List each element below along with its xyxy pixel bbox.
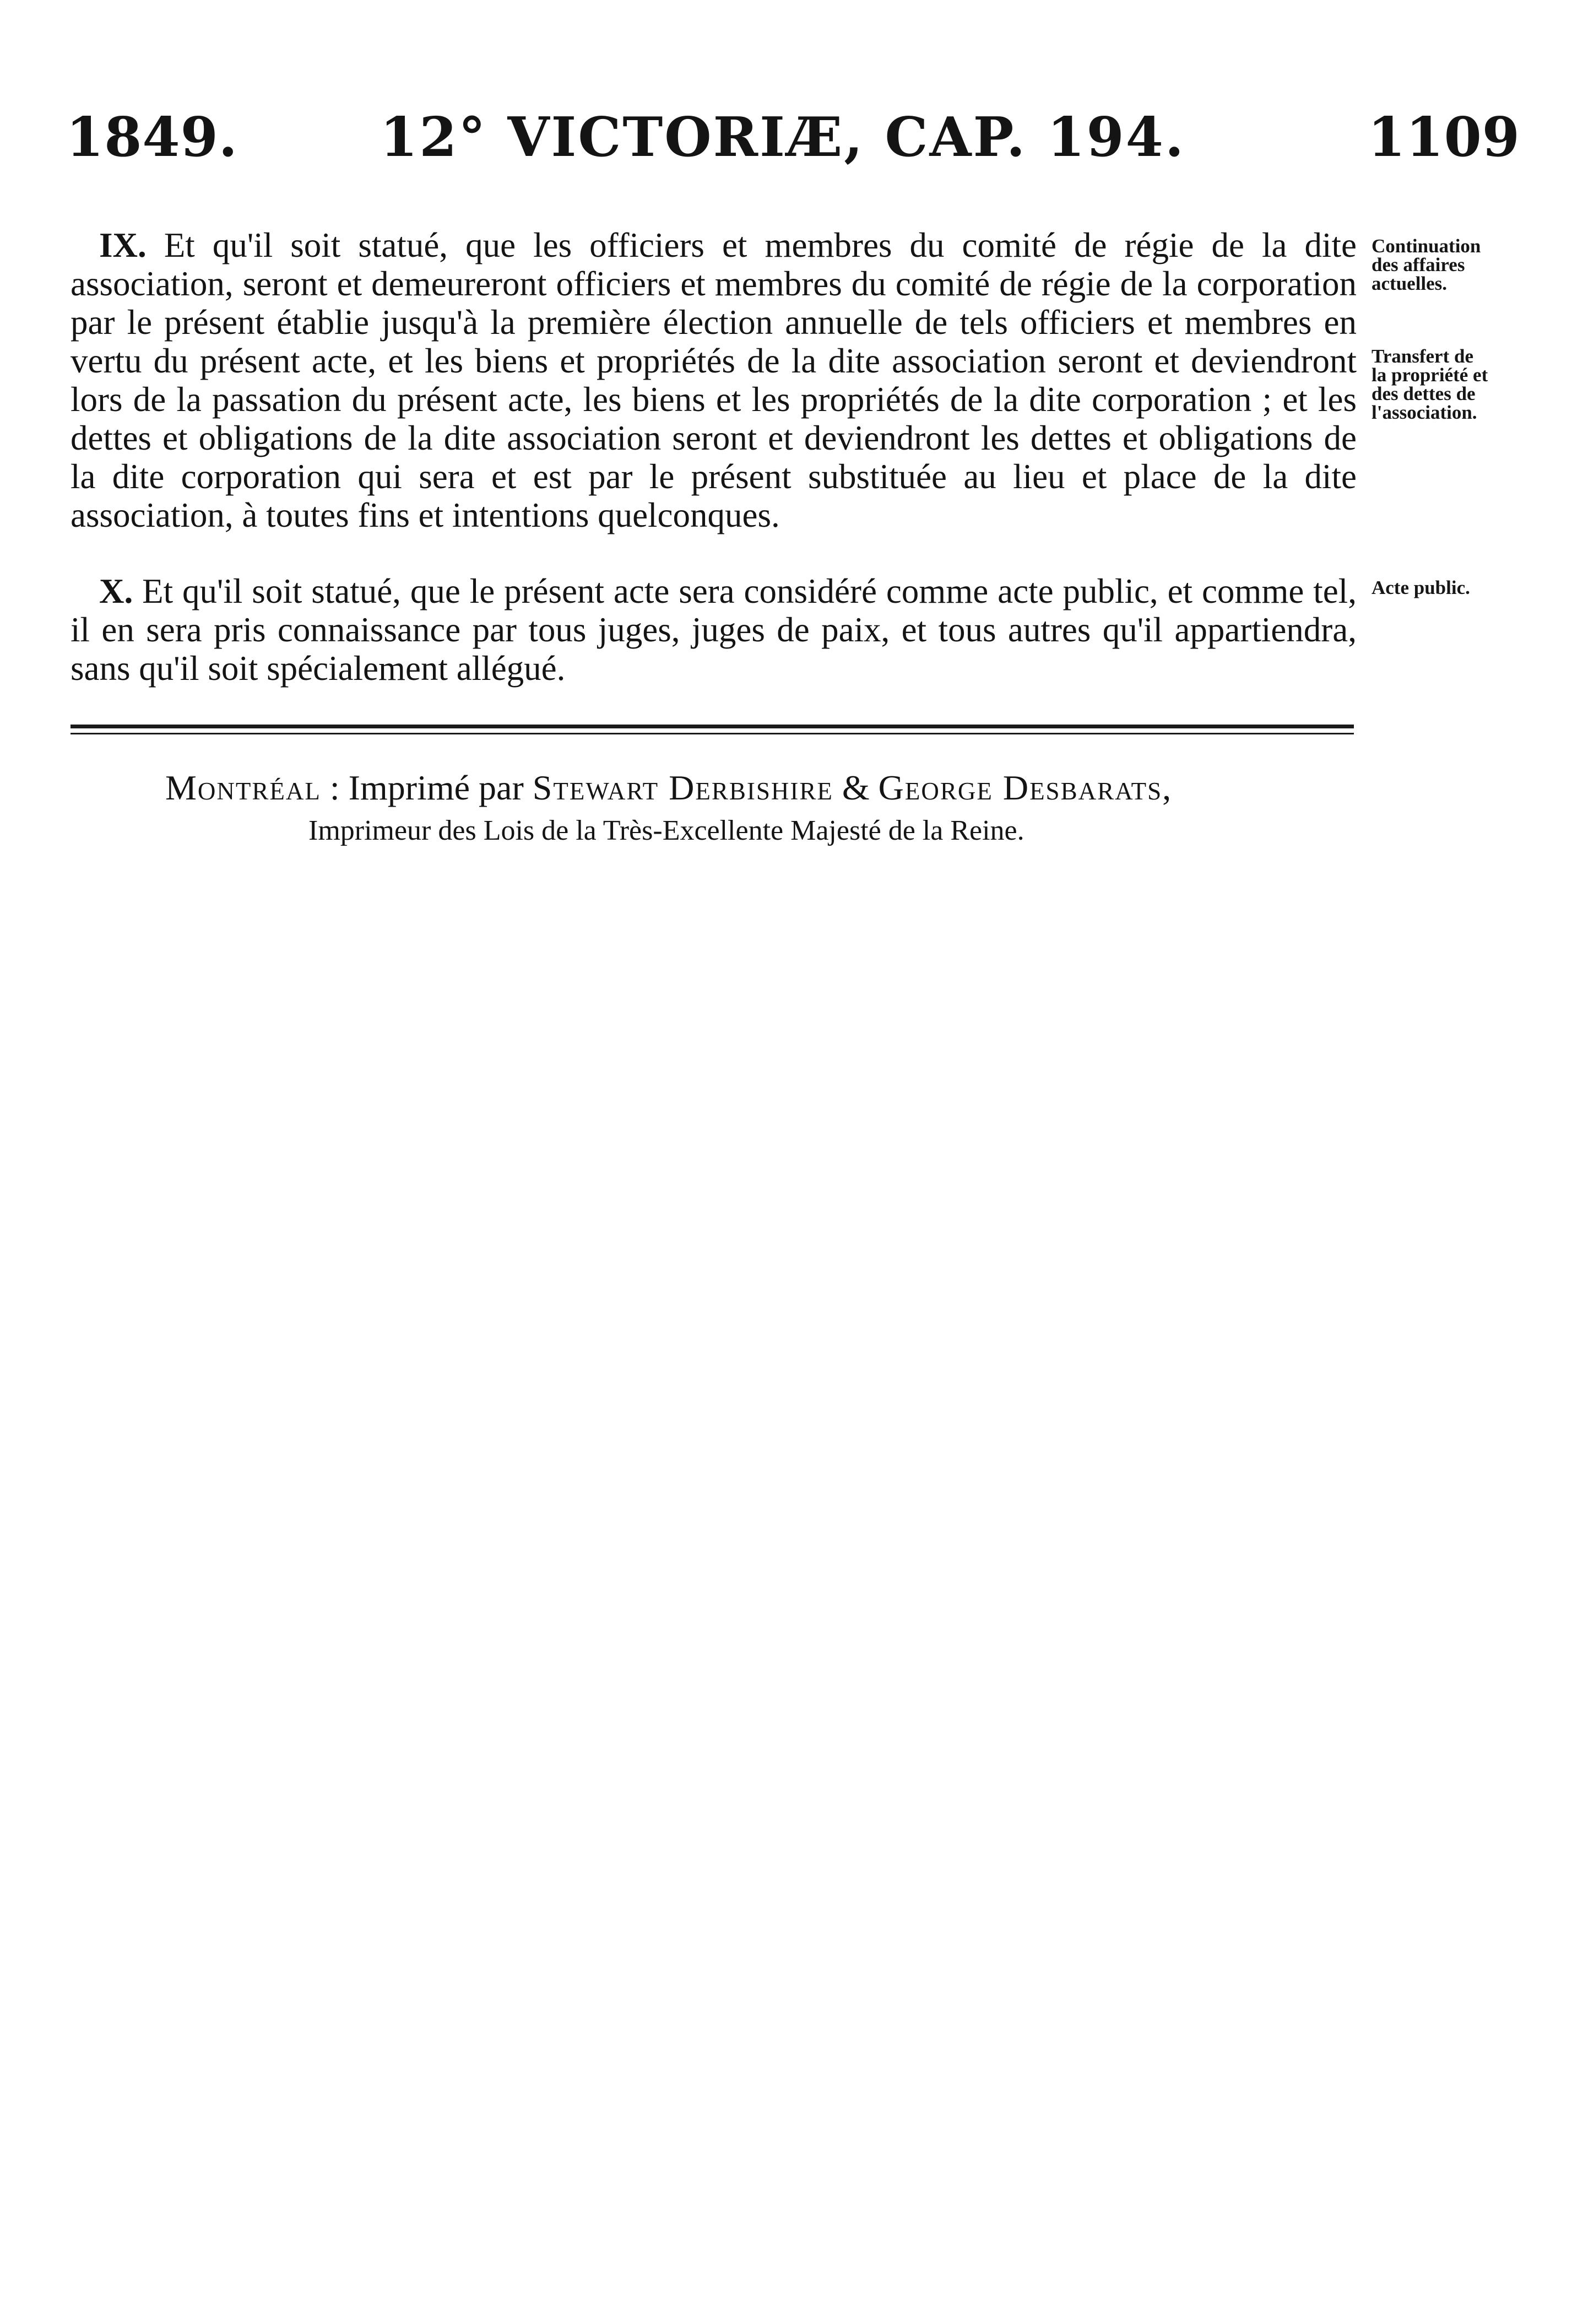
page-number: 1109 [1368, 106, 1520, 169]
section-x-text: Et qu'il soit statué, que le présent acte sera considéré comme acte public, et comme tel, il en sera pris connaissance par tous juges, juges de paix, et tous autres qu'il appartiendra, sans qu'il soit spécialement allégué. [71, 572, 1357, 688]
section-x [71, 572, 1357, 688]
margin-note-line: Acte public. [1372, 577, 1470, 598]
imprint-printed-by: Imprimé par [348, 768, 533, 807]
section-x-number: X. [99, 572, 133, 610]
header-year: 1849. [66, 106, 238, 169]
imprint-printer-2: George Desbarats [878, 768, 1163, 807]
imprint-printer-1: Stewart Derbishire [532, 768, 833, 807]
margin-note-line: des dettes de [1372, 383, 1476, 404]
margin-note-continuation [1372, 237, 1481, 293]
margin-note-line: l'association. [1372, 402, 1477, 423]
margin-note-transfert [1372, 347, 1488, 422]
imprint-line-2: Imprimeur des Lois de la Très-Excellente Majesté de la Reine. [308, 815, 1024, 846]
imprint-colon: : [321, 768, 349, 807]
section-ix-text: Et qu'il soit statué, que les officiers et membres du comité de régie de la dite association, seront et demeureront officiers et membres du comité de régie de la corporation par le présent établie jusqu'à la première élection annuelle de tels officiers et membres en vertu du présent acte, et les biens et propriétés de la dite association seront et deviendront lors de la passation du présent acte, les biens et les propriétés de la dite corporation ; et les dettes et obligations de la dite association seront et deviendront les dettes et obligations de la dite corporation qui sera et est par le présent substituée au lieu et place de la dite association, à toutes fins et intentions quelconques. [71, 226, 1357, 534]
body-text [71, 226, 1357, 688]
imprint-line-1 [165, 766, 1349, 810]
section-ix-number: IX. [99, 226, 147, 264]
margin-note-line: la propriété et [1372, 364, 1488, 386]
imprint-comma: , [1162, 768, 1172, 807]
margin-note-line: Continuation [1372, 235, 1481, 257]
header-title: 12° VICTORIÆ, CAP. 194. [380, 106, 1185, 169]
imprint-city: Montréal [165, 768, 321, 807]
running-header [66, 105, 1520, 171]
margin-note-line: des affaires [1372, 254, 1465, 275]
double-rule-divider [71, 725, 1354, 739]
margin-note-acte-public [1372, 579, 1470, 597]
margin-note-line: Transfert de [1372, 345, 1473, 367]
rule-thick-line [71, 725, 1354, 728]
section-ix [71, 226, 1357, 534]
margin-note-line: actuelles. [1372, 273, 1448, 294]
imprint-ampersand: & [833, 768, 879, 807]
rule-thin-line [71, 733, 1354, 734]
printer-imprint [165, 766, 1349, 848]
